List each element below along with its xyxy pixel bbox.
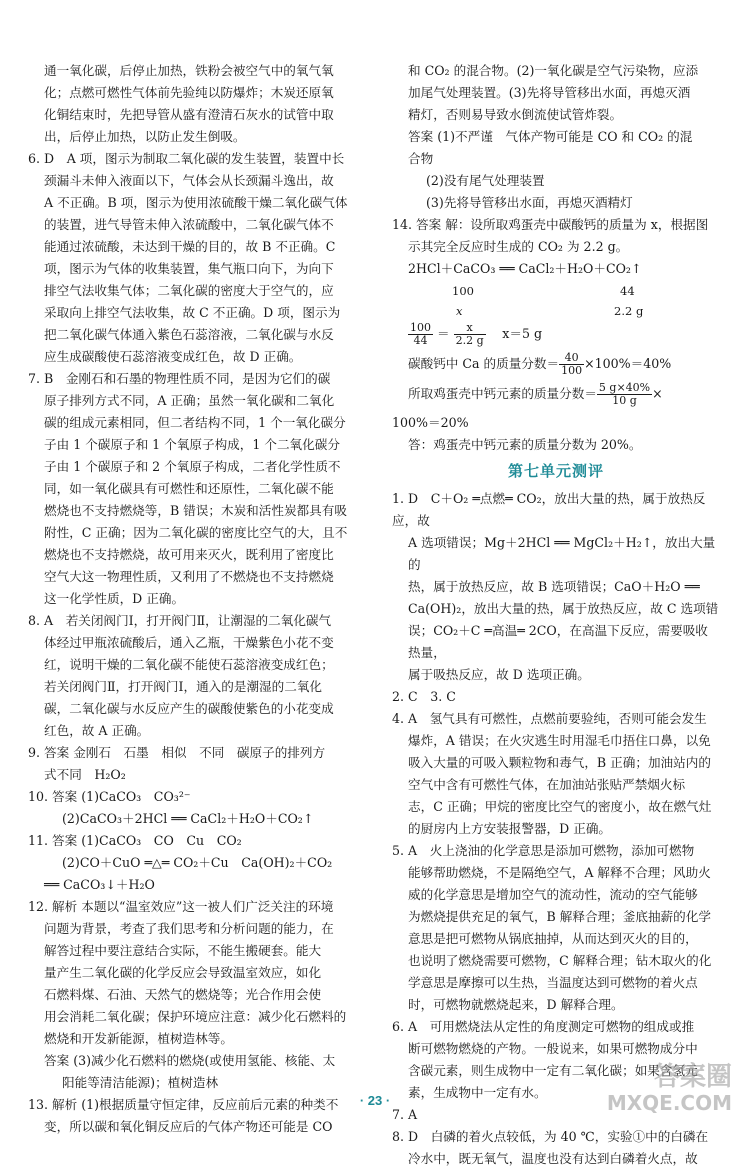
text-line: 志，C 正确；甲烷的密度比空气的密度小，故在燃气灶 [408, 799, 712, 814]
ca-fraction-line [392, 352, 720, 382]
result-x: x＝5 g [502, 326, 543, 341]
watermark-url: MXQE.COM [606, 1091, 732, 1115]
u7-answer: 7. A [392, 1107, 418, 1122]
text-span: × [652, 386, 663, 401]
text-line: 10. 答案 (1)CaCO₃ CO₃²⁻ [28, 789, 191, 804]
text-line: 这一化学性质，D 正确。 [44, 591, 185, 606]
mass-row-2 [392, 300, 720, 322]
text-line: 5. A 火上浇油的化学意思是添加可燃物，添加可燃物 [392, 843, 695, 858]
q10-answer [28, 786, 370, 830]
u4-answer [392, 708, 720, 840]
text-line: 为燃烧提供充足的氧气，B 解释合理；釜底抽薪的化学 [408, 909, 711, 924]
text-line: 7. B 金刚石和石墨的物理性质不同，是因为它们的碳 [28, 371, 331, 386]
text-line: 变，所以碳和氧化铜反应后的气体产物还可能是 CO [44, 1119, 333, 1134]
text-line: 12. 解析 本题以“温室效应”这一被人们广泛关注的环境 [28, 899, 334, 914]
equation-line: 2HCl＋CaCO₃ ══ CaCl₂＋H₂O＋CO₂↑ [408, 261, 642, 276]
text-line: 断可燃物燃烧的产物。一般说来，如果可燃物成分中 [408, 1041, 698, 1056]
mass-100: 100 [452, 284, 474, 298]
watermark-text: 答案圈 [653, 1062, 732, 1092]
text-line: 颈漏斗未伸入液面以下，气体会从长颈漏斗逸出，故 [44, 173, 334, 188]
text-line: 8. A 若关闭阀门Ⅰ，打开阀门Ⅱ，让潮湿的二氧化碳气 [28, 613, 332, 628]
text-line: 能通过浓硫酸，未达到干燥的目的，故 B 不正确。C [44, 239, 336, 254]
u5-answer [392, 840, 720, 1016]
left-column [28, 60, 370, 1138]
text-line: 13. 解析 (1)根据质量守恒定律，反应前后元素的种类不 [28, 1097, 339, 1112]
text-line: 和 CO₂ 的混合物。(2)一氧化碳是空气污染物，应添 [408, 63, 699, 78]
text-line: 吸入大量的可吸入颗粒物和毒气，B 正确；加油站内的 [408, 755, 711, 770]
text-line: 的厨房内上方安装报警器，D 正确。 [408, 821, 612, 836]
text-line: 原子排列方式不同，A 正确；虽然一氧化碳和二氧化 [44, 393, 335, 408]
text-line: 把二氧化碳气体通入紫色石蕊溶液，二氧化碳与水反 [44, 327, 334, 342]
q9-answer [28, 742, 370, 786]
text-line: 化；点燃可燃性气体前先验纯以防爆炸；木炭还原氧 [44, 85, 334, 100]
fraction-40-100 [559, 352, 584, 377]
text-line: 答：鸡蛋壳中钙元素的质量分数为 20%。 [408, 437, 642, 452]
unit-test-title: 第七单元测评 [507, 462, 604, 480]
text-line: 8. D 白磷的着火点较低，为 40 ℃，实验①中的白磷在 [392, 1129, 709, 1144]
mass-row-1 [392, 280, 720, 300]
u8-answer [392, 1126, 720, 1170]
u1-answer [392, 488, 720, 686]
text-line: 附性，C 正确；因为二氧化碳的密度比空气的大，且不 [44, 525, 348, 540]
equation-line: (2)CO＋CuO ═△═ CO₂＋Cu Ca(OH)₂＋CO₂ [62, 855, 333, 870]
text-line: 6. A 可用燃烧法从定性的角度测定可燃物的组成或推 [392, 1019, 695, 1034]
text-line: 红，说明干燥的二氧化碳不能使石蕊溶液变成红色； [44, 657, 334, 672]
text-span: 碳酸钙中 Ca 的质量分数＝ [408, 356, 560, 371]
text-line: 碳，二氧化碳与水反应产生的碳酸使紫色的小花变成 [44, 701, 334, 716]
text-line: 碳的组成元素相同，但二者结构不同，1 个一氧化碳分 [44, 415, 346, 430]
text-line: 量产生二氧化碳的化学反应会导致温室效应，如化 [44, 965, 322, 980]
text-line: 答案 (3)减少化石燃料的燃烧(或使用氢能、核能、太 [44, 1053, 336, 1068]
q8-answer [28, 610, 370, 742]
q7-answer [28, 368, 370, 610]
text-line: 石燃料煤、石油、天然气的燃烧等；光合作用会使 [44, 987, 322, 1002]
text-line: 威的化学意思是增加空气的流动性，流动的空气能够 [408, 887, 698, 902]
text-line: 合物 [408, 151, 434, 166]
text-line: 爆炸，A 错误；在火灾逃生时用湿毛巾捂住口鼻，以免 [408, 733, 711, 748]
text-line: 示其完全反应时生成的 CO₂ 为 2.2 g。 [408, 239, 629, 254]
text-line: 冷水中，既无氧气，温度也没有达到白磷着火点，故 [408, 1151, 698, 1166]
text-line: 采取向上排空气法收集，故 C 不正确。D 项，图示为 [44, 305, 341, 320]
text-span: 所取鸡蛋壳中钙元素的质量分数＝ [408, 386, 597, 401]
text-line: 1. D C＋O₂ ═点燃═ CO₂，放出大量的热，属于放热反应，故 [392, 491, 706, 528]
text-line: 式不同 H₂O₂ [44, 767, 126, 782]
text-line: 燃烧也不支持燃烧，故可用来灭火，既利用了密度比 [44, 547, 334, 562]
q12-answer [28, 896, 370, 1094]
text-line: 子由 1 个碳原子和 1 个氧原子构成，1 个二氧化碳分 [44, 437, 340, 452]
text-line: 应生成碳酸使石蕊溶液变成红色，故 D 正确。 [44, 349, 302, 364]
right-column [392, 60, 720, 1170]
text-line: 出，后停止加热，以防止发生倒吸。 [44, 129, 246, 144]
text-line: 4. A 氢气具有可燃性，点燃前要验纯，否则可能会发生 [392, 711, 707, 726]
mass-x: x [456, 304, 463, 318]
frac-den: 10 g [612, 394, 637, 407]
text-line: 学意思是摩擦可以生热，当温度达到可燃物的着火点 [408, 975, 698, 990]
q13-continuation [392, 60, 720, 214]
text-line: 化铜结束时，先把导管从盛有澄清石灰水的试管中取 [44, 107, 334, 122]
text-line: 通一氧化碳，后停止加热，铁粉会被空气中的氧气氧 [44, 63, 334, 78]
text-line: (3)先将导管移出水面，再熄灭酒精灯 [426, 195, 633, 210]
text-line: 项，图示为气体的收集装置，集气瓶口向下，为向下 [44, 261, 334, 276]
text-line: 素，生成物中一定有水。 [408, 1085, 547, 1100]
text-line: 用会消耗二氧化碳；保护环境应注意：减少化石燃料的 [44, 1009, 347, 1024]
text-line: 6. D A 项，图示为制取二氧化碳的发生装置，装置中长 [28, 151, 345, 166]
text-line: 问题为背景，考查了我们思考和分析问题的能力，在 [44, 921, 334, 936]
text-line: 若关闭阀门Ⅱ，打开阀门Ⅰ，通入的是潮湿的二氧化 [44, 679, 323, 694]
text-line: 排空气法收集气体；二氧化碳的密度大于空气的，应 [44, 283, 334, 298]
text-line: 11. 答案 (1)CaCO₃ CO Cu CO₂ [28, 833, 242, 848]
watermark [607, 1064, 732, 1116]
frac-den: 2.2 g [455, 334, 484, 347]
text-line: 空气大这一物理性质，又利用了不燃烧也不支持燃烧 [44, 569, 334, 584]
q5-continuation [28, 60, 370, 148]
text-line: 精灯，否则易导致水倒流使试管炸裂。 [408, 107, 623, 122]
frac-num: 40 [559, 352, 584, 365]
text-line: 9. 答案 金刚石 石墨 相似 不同 碳原子的排列方 [28, 745, 326, 760]
text-line: 子由 1 个碳原子和 2 个氧原子构成，二者化学性质不 [44, 459, 341, 474]
text-line: 14. 答案 解：设所取鸡蛋壳中碳酸钙的质量为 x，根据图 [392, 217, 709, 232]
text-line: 同，如一氧化碳具有可燃性和还原性，二氧化碳不能 [44, 481, 334, 496]
text-line: (2)没有尾气处理装置 [426, 173, 545, 188]
text-line: 燃烧和开发新能源，植树造林等。 [44, 1031, 233, 1046]
text-line: 加尾气处理装置。(3)先将导管移出水面，再熄灭酒 [408, 85, 691, 100]
text-line: 体经过甲瓶浓硫酸后，通入乙瓶，干燥紫色小花不变 [44, 635, 334, 650]
text-line: 能够帮助燃烧，不是隔绝空气，A 解释不合理；风助火 [408, 865, 711, 880]
frac-num: 100 [410, 321, 431, 334]
frac-num: x [454, 322, 486, 335]
text-line: 意思是把可燃物从锅底抽掉，从而达到灭火的目的， [408, 931, 698, 946]
q14-answer [392, 214, 720, 456]
text-line: 阳能等清洁能源)；植树造林 [62, 1075, 219, 1090]
text-line: 红色，故 A 正确。 [44, 723, 150, 738]
frac-den: 100 [561, 364, 583, 377]
q11-answer [28, 830, 370, 896]
text-line: A 选项错误；Mg＋2HCl ══ MgCl₂＋H₂↑，放出大量的 [408, 535, 716, 572]
text-line: 空气中含有可燃性气体，在加油站张贴严禁烟火标 [408, 777, 686, 792]
mass-2-2g: 2.2 g [614, 304, 644, 318]
fraction-x-22 [454, 322, 486, 347]
text-span: ×100%＝40% [584, 356, 672, 371]
frac-num: 5 g×40% [598, 381, 651, 394]
text-line: 热，属于放热反应，故 B 选项错误；CaO＋H₂O ══ [408, 579, 700, 594]
text-line: 的装置，进气导管未伸入浓硫酸中，二氧化碳气体不 [44, 217, 334, 232]
text-line: 100%＝20% [392, 415, 469, 430]
u2-u3-answer: 2. C 3. C [392, 689, 456, 704]
fraction-100-44 [408, 322, 433, 347]
q6-answer [28, 148, 370, 368]
text-line: 属于吸热反应，故 D 选项正确。 [408, 667, 590, 682]
ratio-line: $\frac{100}{44}$ ＝ $\frac{x}{2.2 g}$ x＝5 g [410, 321, 543, 347]
page-number: · 23 · [359, 1093, 391, 1108]
text-line: 含碳元素，则生成物中一定有二氧化碳；如果含氢元 [408, 1063, 698, 1078]
frac-den: 44 [413, 334, 428, 347]
text-line: 也说明了燃烧需要可燃物，C 解释合理；钻木取火的化 [408, 953, 712, 968]
text-line: 解答过程中要注意结合实际，不能生搬硬套。能大 [44, 943, 322, 958]
text-line: 燃烧也不支持燃烧等，B 错误；木炭和活性炭都具有吸 [44, 503, 347, 518]
fraction-5g-10g [597, 382, 652, 407]
text-line: A 不正确。B 项，图示为使用浓硫酸干燥二氧化碳气体 [44, 195, 348, 210]
text-line: 时，可燃物就燃烧起来，D 解释合理。 [408, 997, 624, 1012]
text-line: Ca(OH)₂，放出大量的热，属于放热反应，故 C 选项错 [408, 601, 719, 616]
mass-44: 44 [620, 284, 635, 298]
text-line: 误；CO₂＋C ═高温═ 2CO，在高温下反应，需要吸收热量， [408, 623, 708, 660]
equation-line: ══ CaCO₃↓＋H₂O [44, 877, 155, 892]
text-line: 答案 (1)不严谨 气体产物可能是 CO 和 CO₂ 的混 [408, 129, 693, 144]
equation-line: (2)CaCO₃＋2HCl ══ CaCl₂＋H₂O＋CO₂↑ [62, 811, 314, 826]
shell-ca-line [392, 382, 720, 412]
